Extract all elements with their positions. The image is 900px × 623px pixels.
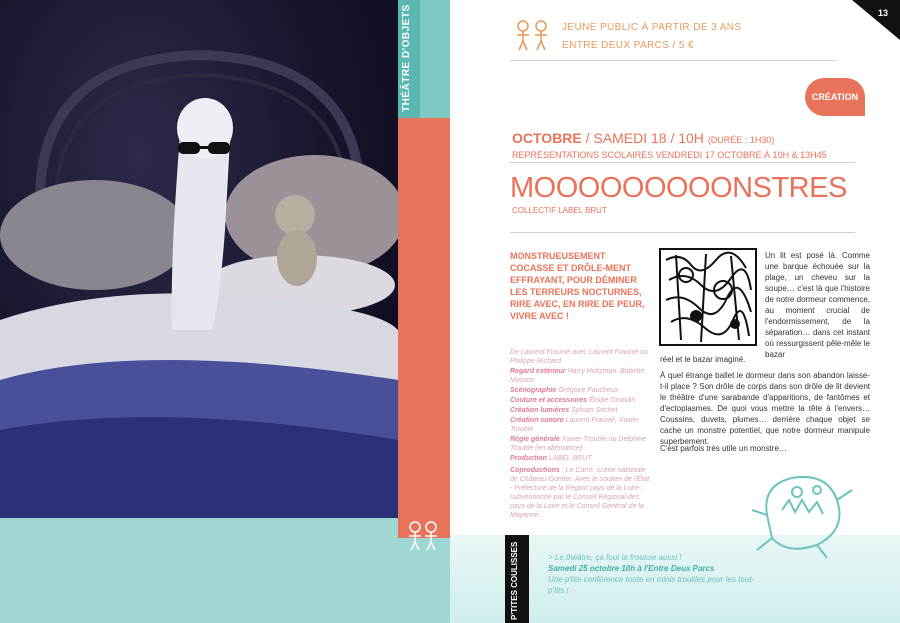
teaser-block <box>548 552 768 596</box>
description-paragraph-end: réel et le bazar imaginé. <box>660 355 746 364</box>
divider <box>510 232 855 233</box>
show-title: MOOOOOOOOONSTRES <box>510 172 847 204</box>
date-day-time: / SAMEDI 18 / 10H <box>581 130 708 146</box>
kids-icon <box>405 520 441 552</box>
description-paragraph: À quel étrange ballet le dormeur dans son abandon laisse-t-il place ? Son drôle de corps dans son drôle de lit devient le théâtre d'une sarabande d'apparitions, de fantômes et d'ectoplasmes. De quoi vous mettre la tête à l'envers… Coussins, duvets, plumes… derrière chaque objet se cache un monstre potentiel, que notre dormeur manipule superbement. <box>660 371 870 446</box>
credits-block <box>510 348 650 521</box>
credit-line: Régie générale Xavier Trouble ou Delphine Trouble (en alternance) <box>510 436 647 452</box>
credit-line: De Laurent Fraunié avec Laurent Fraunié ou Philippe Richard <box>510 349 649 365</box>
drawing-illustration <box>659 248 757 346</box>
teaser-line: Une p'tite conférence toute en minis trouilles pour les tout-p'tits ! <box>548 575 755 595</box>
date-duration: (DURÉE : 1H30) <box>707 135 775 145</box>
monster-icon <box>747 460 857 560</box>
teaser-line: > Le théâtre, ça fout la frousse aussi ! <box>548 553 682 562</box>
venue-price-text: ENTRE DEUX PARCS / 5 € <box>562 40 694 51</box>
page-number: 13 <box>877 8 888 18</box>
kids-icon <box>512 18 552 52</box>
tagline: MONSTRUEUSEMENT COCASSE ET DRÔLE-MENT EFFRAYANT, POUR DÉMINER LES TERREURS NOCTURNES, RIRE AVEC, EN RIRE DE PEUR, VIVRE AVEC ! <box>510 251 645 321</box>
page-corner <box>852 0 900 40</box>
credit-line: Création sonore Laurent Fraunié, Xavier Trouble <box>510 417 639 433</box>
date-month: OCTOBRE <box>512 130 582 146</box>
date-line <box>512 130 774 146</box>
bed-puppet-illustration <box>0 0 398 518</box>
credit-line: Couture et accessoires Élodie Grondin <box>510 397 636 404</box>
audience-text: JEUNE PUBLIC À PARTIR DE 3 ANS <box>562 22 742 33</box>
scribble-drawing <box>661 250 755 344</box>
divider <box>510 60 835 61</box>
school-performances: REPRÉSENTATIONS SCOLAIRES VENDREDI 17 OCTOBRE À 10H & 13H45 <box>512 150 827 160</box>
credit-line: Production LABEL BRUT <box>510 455 592 462</box>
creation-badge: CRÉATION <box>805 78 865 116</box>
credit-line: Scénographie Grégoire Faucheux <box>510 387 619 394</box>
teaser-line: Samedi 25 octobre 10h à l'Entre Deux Parcs <box>548 564 715 573</box>
coulisses-label: P'TITES COULISSES <box>510 541 519 620</box>
description-paragraph: C'est parfois très utile un monstre… <box>660 444 787 453</box>
teal-band <box>0 518 450 623</box>
stage-photo <box>0 0 398 518</box>
company-name: COLLECTIF LABEL BRUT <box>512 206 607 215</box>
category-label: THÉÂTRE D'OBJETS <box>401 4 412 112</box>
divider <box>510 162 855 163</box>
credit-line: Regard extérieur Harry Holtzman, Babette Masson <box>510 368 645 384</box>
credit-line: Création lumières Sylvain Séchet <box>510 407 618 414</box>
credit-line: Coproductions : Le Carré, scène nationale de Château-Gontier. Avec le soutien de l'État - Préfecture de la Région pays de la Loire ; subventionné par le Conseil Régional des pays de la Loire et le Conseil Général de la Mayenne. <box>510 467 650 519</box>
description-paragraph: Un lit est posé là. Comme une barque échouée sur la plage, un cheveu sur la soupe… c'est là que l'histoire de notre dormeur commence, au moment crucial de l'endormissement, de la séparation… dans cet instant où ressurgissent pêle-mêle le bazar <box>765 251 870 359</box>
coral-band <box>398 118 450 538</box>
